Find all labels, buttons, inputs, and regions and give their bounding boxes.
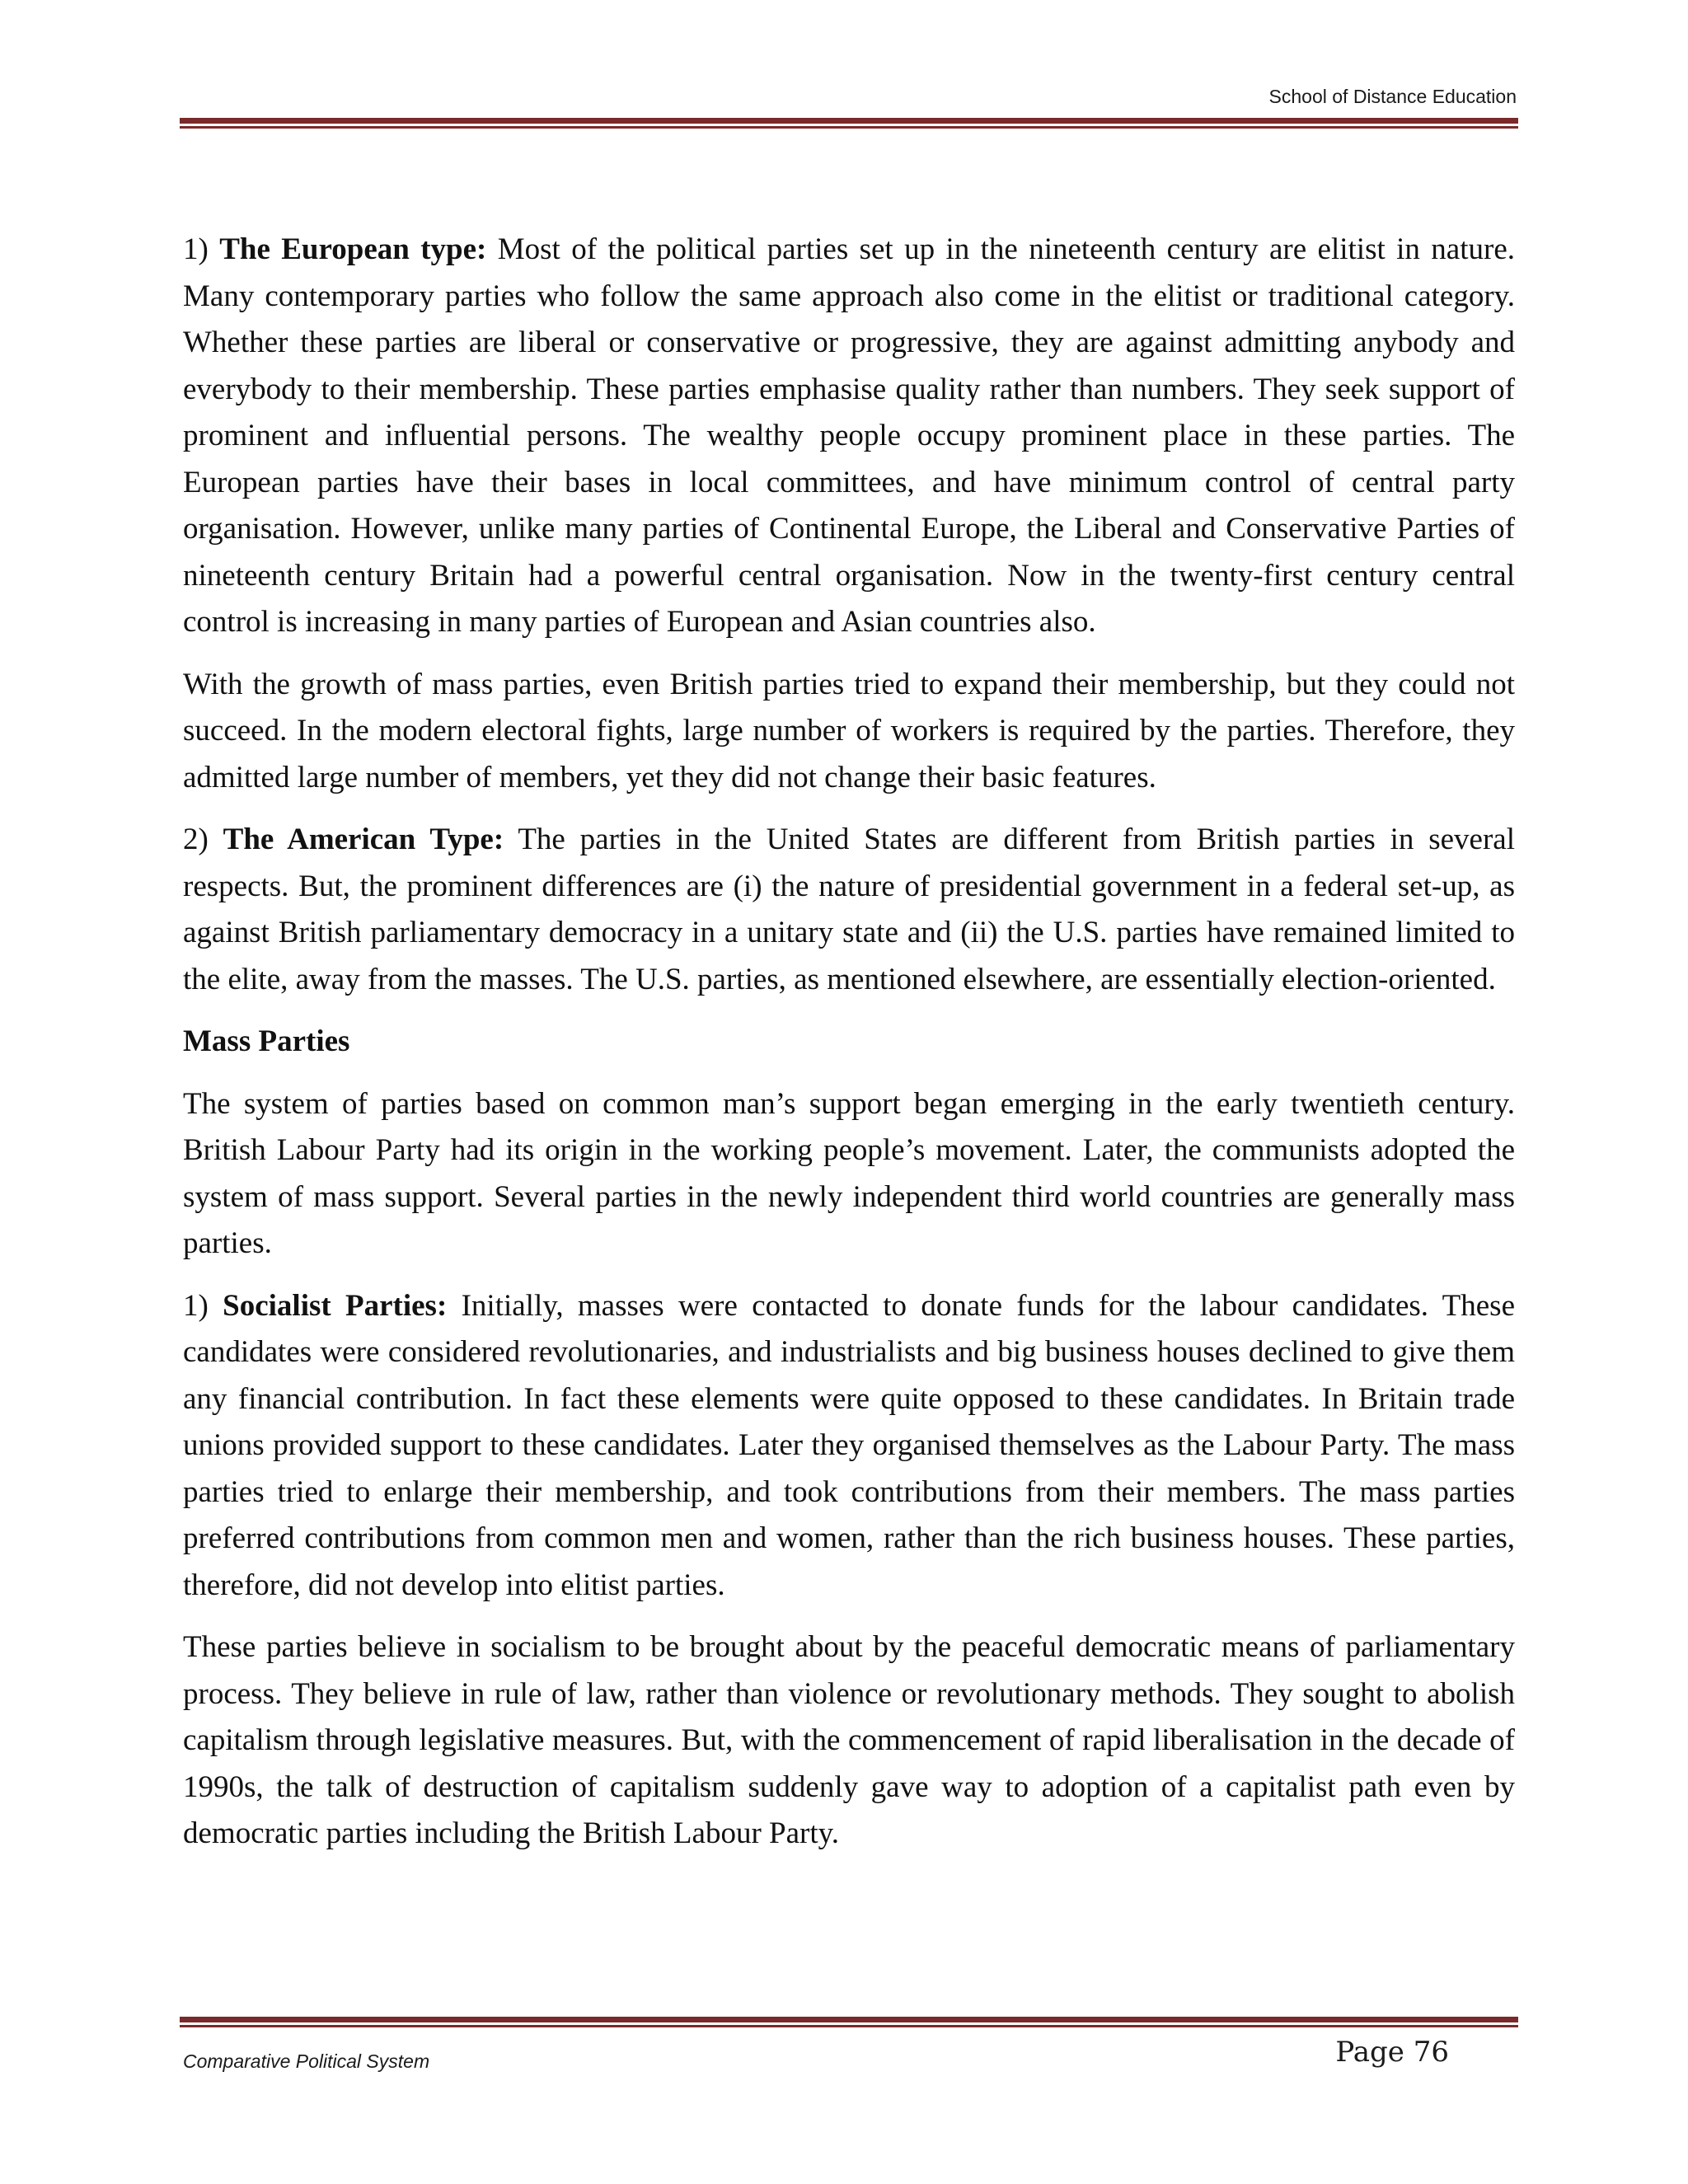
paragraph-text: The system of parties based on common man’s support began emerging in the early twentieth century. British Labour Party had its origin in the working people’s movement. Later, the communists adopted the system of mass support. Several parties in the newly independent third world countries are generally mass parties. (183, 1086, 1515, 1260)
list-number: 1) (183, 232, 220, 266)
section-heading-mass-parties: Mass Parties (183, 1024, 350, 1058)
paragraph-text: With the growth of mass parties, even British parties tried to expand their membership, but they could not succeed. In the modern electoral fights, large number of workers is required by the parties. Therefore, they admitted large number of members, yet they did not change their basic features. (183, 667, 1515, 794)
paragraph-text: Initially, masses were contacted to donate funds for the labour candidates. These candidates were considered revolutionaries, and industrialists and big business houses declined to give them any financial contribution. In fact these elements were quite opposed to these candidates. In Britain trade unions provided support to these candidates. Later they organised themselves as the Labour Party. The mass parties tried to enlarge their membership, and took contributions from their members. The mass parties preferred contributions from common men and women, rather than the rich business houses. These parties, therefore, did not develop into elitist parties. (183, 1288, 1516, 1602)
page-number: Page 76 (1335, 2036, 1449, 2069)
paragraph-european-type (183, 227, 1515, 646)
paragraph-socialist-parties (183, 1283, 1515, 1610)
list-number: 2) (183, 823, 223, 856)
header-rule (180, 118, 1518, 129)
footer-course-title: Comparative Political System (183, 2050, 430, 2072)
paragraph-text: Most of the political parties set up in the nineteenth century are elitist in nature. Many contemporary parties who follow the same approach also come in the elitist or traditional category. Whether these parties are liberal or conservative or progressive, they are against admitting anybody and everybody to their membership. These parties emphasise quality rather than numbers. They seek support of prominent and influential persons. The wealthy people occupy prominent place in these parties. The European parties have their bases in local committees, and have minimum control of central party organisation. However, unlike many parties of Continental Europe, the Liberal and Conservative Parties of nineteenth century Britain had a powerful central organisation. Now in the twenty-first century central control is increasing in many parties of European and Asian countries also. (183, 232, 1515, 639)
page-body (183, 227, 1515, 1873)
paragraph-mass-growth (183, 662, 1515, 802)
term-american-type: The American Type: (223, 823, 504, 856)
paragraph-american-type (183, 817, 1515, 1003)
paragraph-socialism-belief (183, 1624, 1515, 1858)
paragraph-mass-system (183, 1081, 1515, 1268)
paragraph-text: These parties believe in socialism to be brought about by the peaceful democratic means of parliamentary process. They believe in rule of law, rather than violence or revolutionary methods. They sought to abolish capitalism through legislative measures. But, with the commencement of rapid liberalisation in the decade of 1990s, the talk of destruction of capitalism suddenly gave way to adoption of a capitalist path even by democratic parties including the British Labour Party. (183, 1630, 1515, 1850)
paragraph-text: The parties in the United States are different from British parties in several respects. But, the prominent differences are (i) the nature of presidential government in a federal set-up, as against British parliamentary democracy in a unitary state and (ii) the U.S. parties have remained limited to the elite, away from the masses. The U.S. parties, as mentioned elsewhere, are essentially election-oriented. (183, 823, 1516, 996)
footer-rule (180, 2017, 1518, 2027)
term-european-type: The European type: (219, 232, 487, 266)
header-title: School of Distance Education (1268, 86, 1517, 107)
term-socialist-parties: Socialist Parties: (223, 1288, 448, 1323)
list-number: 1) (183, 1288, 223, 1323)
